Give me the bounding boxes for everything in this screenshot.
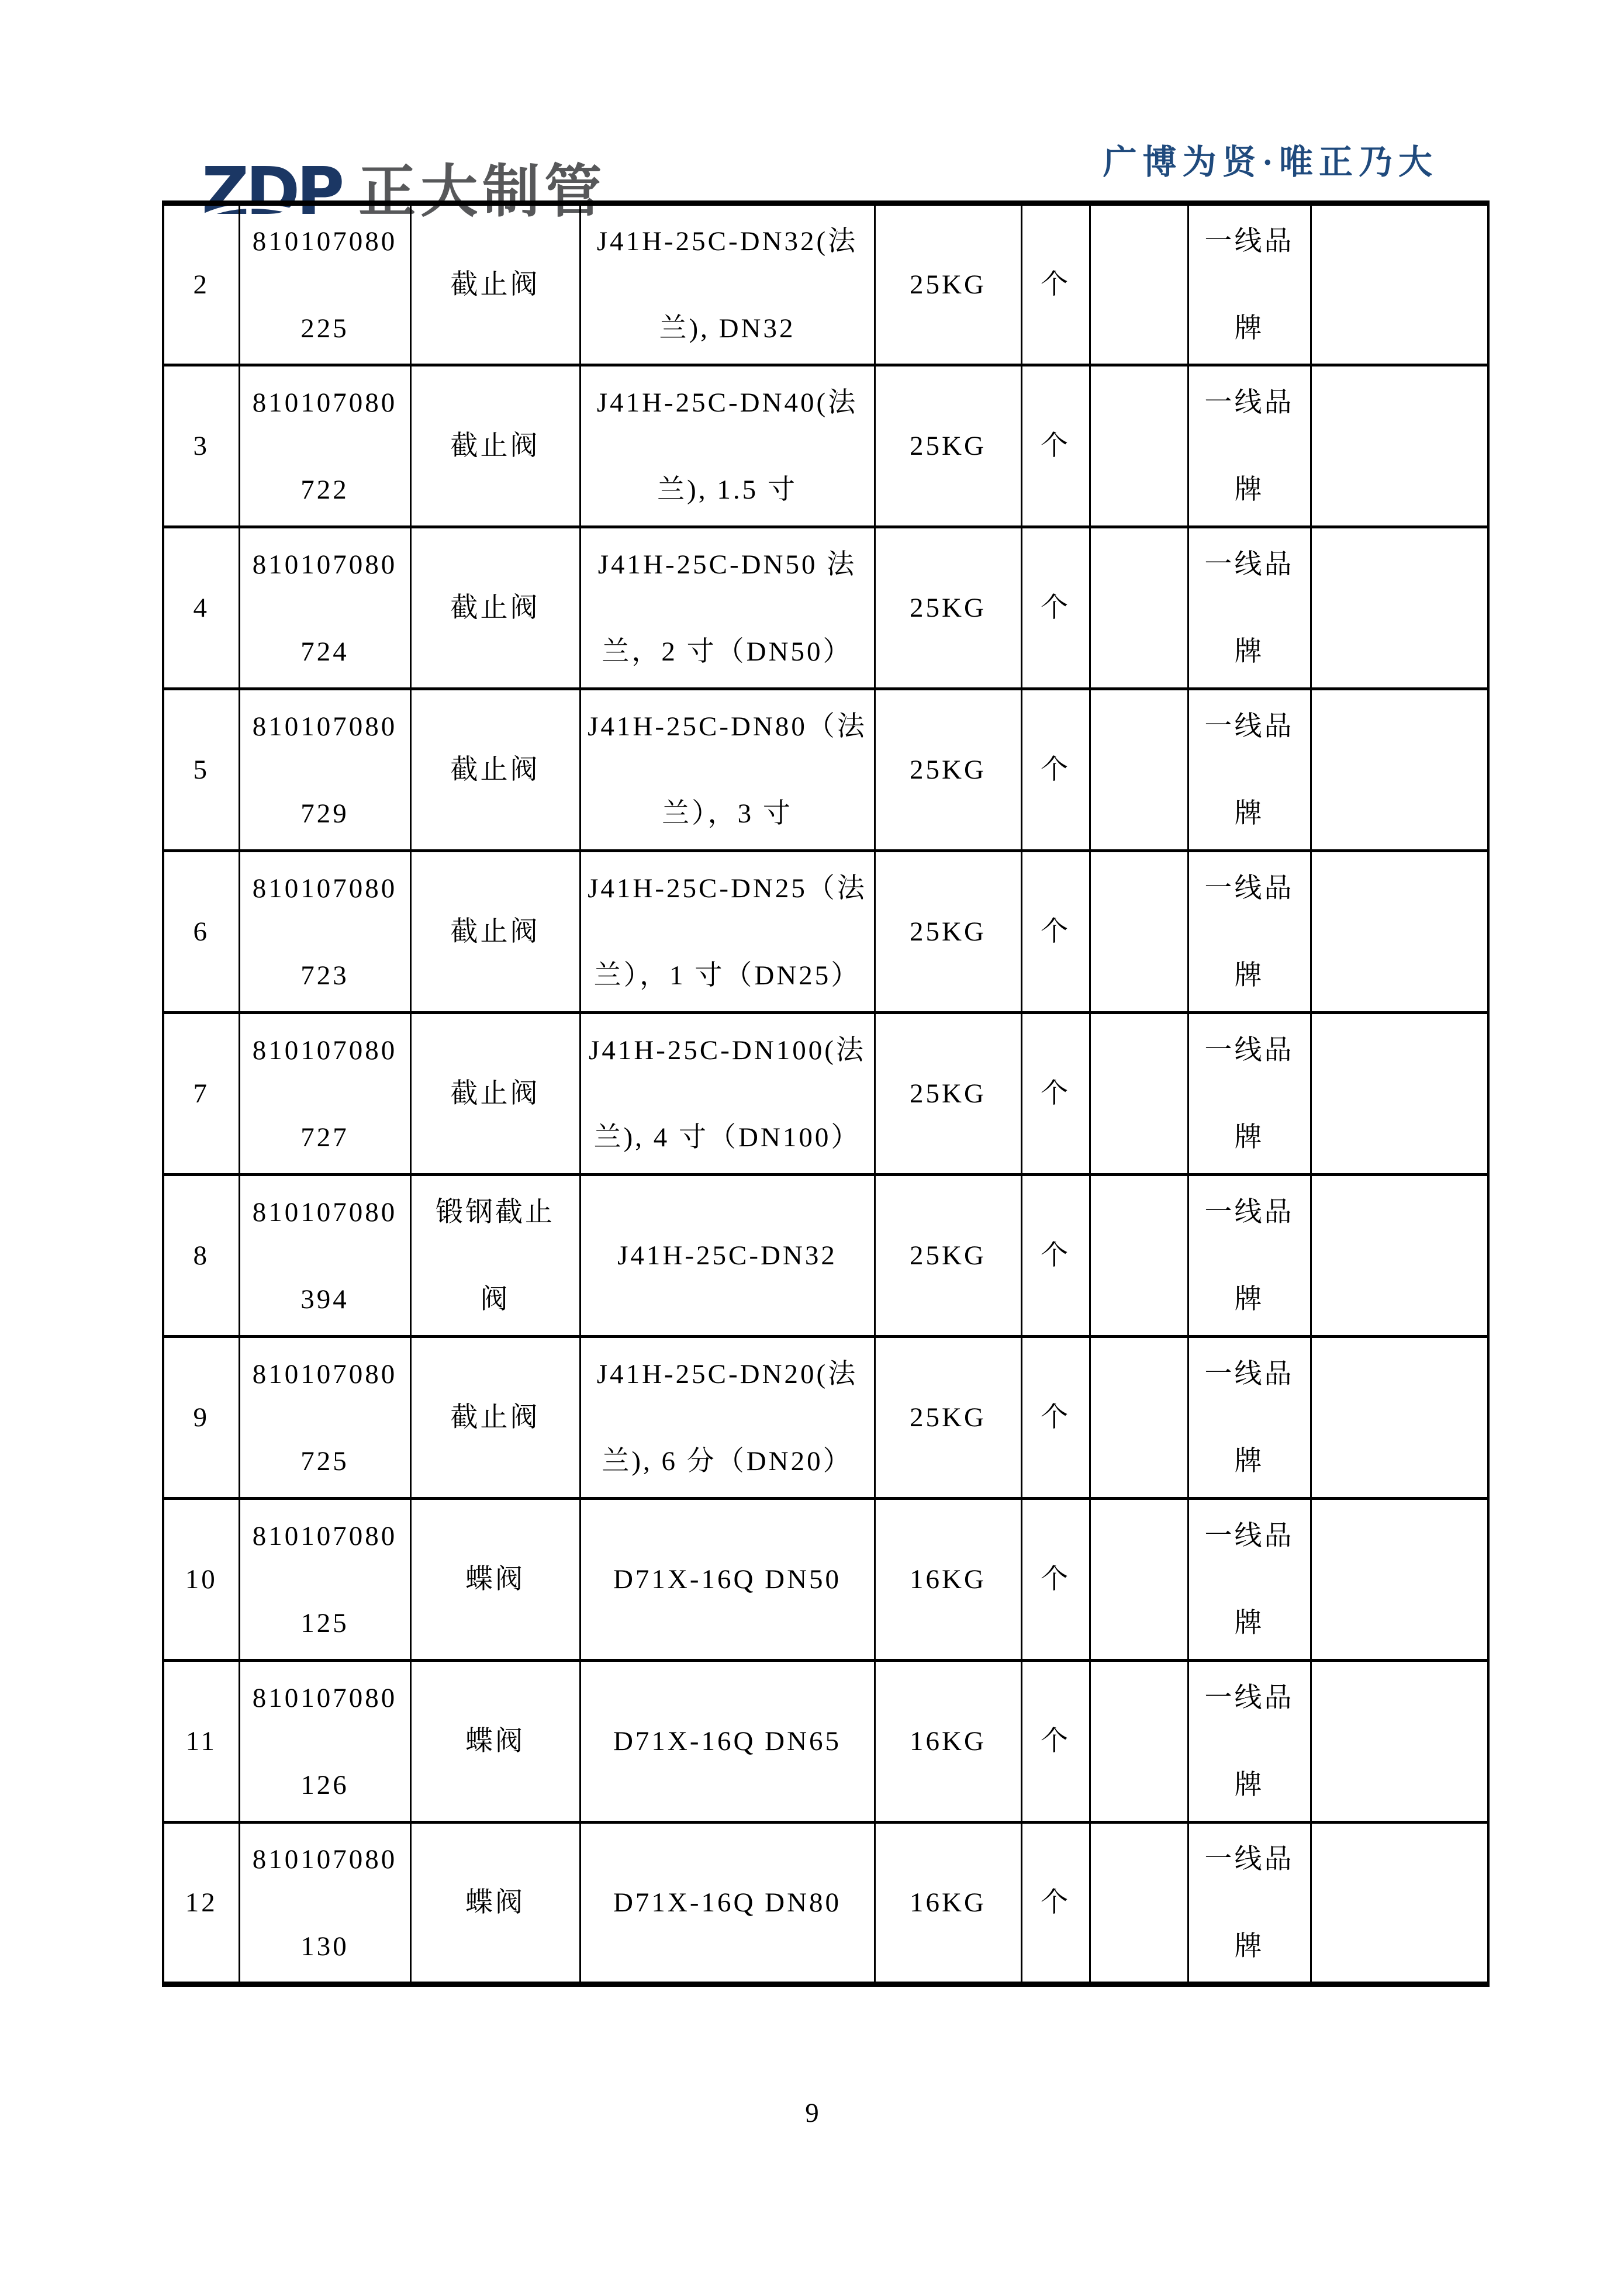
- cell-brand: [1188, 851, 1311, 1013]
- cell-line: J41H-25C-DN32(法: [596, 226, 858, 257]
- cell-line: J41H-25C-DN20(法: [596, 1358, 858, 1389]
- cell-empty-1: [1090, 1337, 1188, 1499]
- cell-spec: [580, 365, 875, 527]
- cell-line: 724: [300, 636, 349, 667]
- cell-material-code: [239, 851, 410, 1013]
- cell-spec: [580, 1013, 875, 1175]
- cell-line: 810107080: [252, 873, 398, 904]
- cell-line: 16KG: [910, 1887, 986, 1918]
- cell-line: 810107080: [252, 387, 398, 418]
- cell-line: 个: [1041, 917, 1070, 947]
- cell-product-name: [410, 1175, 580, 1337]
- cell-brand: [1188, 1661, 1311, 1823]
- cell-empty-2: [1311, 851, 1488, 1013]
- cell-empty-1: [1090, 1499, 1188, 1661]
- cell-spec: [580, 1175, 875, 1337]
- cell-line: 394: [300, 1284, 349, 1315]
- table-row: [163, 527, 1488, 689]
- cell-line: 810107080: [252, 1035, 398, 1066]
- cell-unit: [1021, 1013, 1090, 1175]
- cell-empty-2: [1311, 1175, 1488, 1337]
- table-row: [163, 1013, 1488, 1175]
- cell-pressure: [875, 527, 1021, 689]
- cell-line: 个: [1041, 1240, 1070, 1271]
- cell-brand: [1188, 1337, 1311, 1499]
- cell-line: D71X-16Q DN65: [613, 1726, 842, 1756]
- cell-line: 牌: [1234, 313, 1264, 344]
- cell-line: 兰), 1.5 寸: [657, 474, 797, 505]
- cell-line: 810107080: [252, 226, 398, 257]
- cell-spec: [580, 203, 875, 365]
- cell-line: J41H-25C-DN50 法: [597, 549, 857, 580]
- cell-unit: [1021, 1823, 1090, 1984]
- cell-line: J41H-25C-DN80（法: [588, 711, 867, 742]
- cell-pressure: [875, 1175, 1021, 1337]
- cell-material-code: [239, 1499, 410, 1661]
- table-row: [163, 851, 1488, 1013]
- cell-line: 一线品: [1204, 1035, 1294, 1066]
- cell-line: 一线品: [1204, 1844, 1294, 1875]
- cell-product-name: [410, 203, 580, 365]
- cell-material-code: [239, 1661, 410, 1823]
- cell-line: 8: [193, 1240, 209, 1271]
- table-row: [163, 1661, 1488, 1823]
- cell-line: 个: [1041, 1402, 1070, 1433]
- cell-index: [163, 689, 239, 851]
- cell-line: 2: [193, 269, 209, 300]
- cell-line: 一线品: [1204, 711, 1294, 742]
- cell-line: 截止阀: [450, 1402, 540, 1433]
- cell-line: 兰，2 寸（DN50）: [602, 636, 853, 667]
- cell-line: 截止阀: [450, 269, 540, 300]
- table-row: [163, 1823, 1488, 1984]
- cell-unit: [1021, 203, 1090, 365]
- cell-index: [163, 1175, 239, 1337]
- cell-line: 牌: [1234, 960, 1264, 991]
- cell-empty-2: [1311, 527, 1488, 689]
- cell-index: [163, 1823, 239, 1984]
- cell-pressure: [875, 365, 1021, 527]
- cell-material-code: [239, 1823, 410, 1984]
- table-row: [163, 365, 1488, 527]
- cell-product-name: [410, 1013, 580, 1175]
- cell-empty-2: [1311, 365, 1488, 527]
- cell-product-name: [410, 1823, 580, 1984]
- table-row: [163, 689, 1488, 851]
- cell-line: 蝶阀: [465, 1726, 525, 1756]
- cell-line: 截止阀: [450, 755, 540, 785]
- cell-unit: [1021, 1499, 1090, 1661]
- cell-line: 225: [300, 313, 349, 344]
- cell-empty-2: [1311, 1499, 1488, 1661]
- cell-line: 个: [1041, 1887, 1070, 1918]
- cell-line: 810107080: [252, 1682, 398, 1713]
- cell-pressure: [875, 851, 1021, 1013]
- cell-line: 810107080: [252, 1358, 398, 1389]
- cell-line: 一线品: [1204, 1520, 1294, 1551]
- table-row: [163, 203, 1488, 365]
- cell-brand: [1188, 1175, 1311, 1337]
- table-row: [163, 1499, 1488, 1661]
- cell-empty-1: [1090, 365, 1188, 527]
- cell-empty-2: [1311, 1661, 1488, 1823]
- cell-line: 一线品: [1204, 549, 1294, 580]
- cell-index: [163, 527, 239, 689]
- cell-spec: [580, 689, 875, 851]
- cell-line: D71X-16Q DN80: [613, 1887, 842, 1918]
- cell-line: 125: [300, 1607, 349, 1638]
- cell-line: 9: [193, 1402, 209, 1433]
- cell-material-code: [239, 689, 410, 851]
- cell-index: [163, 851, 239, 1013]
- cell-line: 10: [185, 1564, 217, 1595]
- cell-empty-1: [1090, 689, 1188, 851]
- cell-line: 7: [193, 1078, 209, 1109]
- materials-table: [162, 200, 1490, 1987]
- cell-line: 一线品: [1204, 1358, 1294, 1389]
- cell-line: 25KG: [910, 1402, 986, 1433]
- cell-line: 810107080: [252, 1520, 398, 1551]
- cell-line: 725: [300, 1446, 349, 1477]
- company-name-text: 正大制管: [358, 158, 607, 225]
- cell-line: 兰），3 寸: [662, 798, 793, 829]
- cell-material-code: [239, 203, 410, 365]
- cell-pressure: [875, 689, 1021, 851]
- cell-line: 个: [1041, 755, 1070, 785]
- cell-line: 牌: [1234, 1607, 1264, 1638]
- cell-line: D71X-16Q DN50: [613, 1564, 842, 1595]
- cell-line: 727: [300, 1122, 349, 1153]
- cell-material-code: [239, 365, 410, 527]
- cell-brand: [1188, 689, 1311, 851]
- cell-line: 一线品: [1204, 226, 1294, 257]
- cell-pressure: [875, 1499, 1021, 1661]
- cell-unit: [1021, 1337, 1090, 1499]
- cell-line: 722: [300, 474, 349, 505]
- cell-material-code: [239, 1175, 410, 1337]
- cell-line: 牌: [1234, 474, 1264, 505]
- cell-line: 截止阀: [450, 917, 540, 947]
- cell-line: 牌: [1234, 1446, 1264, 1477]
- cell-line: 锻钢截止: [436, 1197, 555, 1227]
- cell-line: 810107080: [252, 1844, 398, 1875]
- cell-line: 810107080: [252, 711, 398, 742]
- cell-empty-2: [1311, 1013, 1488, 1175]
- cell-unit: [1021, 851, 1090, 1013]
- cell-empty-1: [1090, 527, 1188, 689]
- cell-product-name: [410, 365, 580, 527]
- cell-line: 25KG: [910, 917, 986, 947]
- cell-line: 截止阀: [450, 1078, 540, 1109]
- cell-line: J41H-25C-DN100(法: [589, 1035, 866, 1066]
- page-number: 9: [805, 2098, 819, 2128]
- cell-spec: [580, 1499, 875, 1661]
- cell-spec: [580, 851, 875, 1013]
- cell-material-code: [239, 527, 410, 689]
- cell-product-name: [410, 1499, 580, 1661]
- cell-product-name: [410, 527, 580, 689]
- cell-unit: [1021, 1175, 1090, 1337]
- cell-line: 截止阀: [450, 593, 540, 623]
- cell-line: 5: [193, 755, 209, 785]
- cell-pressure: [875, 1013, 1021, 1175]
- cell-line: 一线品: [1204, 387, 1294, 418]
- zdp-logo-text: ZDP: [202, 154, 341, 230]
- cell-line: 130: [300, 1931, 349, 1962]
- table-row: [163, 1337, 1488, 1499]
- cell-line: 16KG: [910, 1726, 986, 1756]
- cell-index: [163, 203, 239, 365]
- cell-index: [163, 1499, 239, 1661]
- cell-line: 一线品: [1204, 1197, 1294, 1227]
- cell-line: 810107080: [252, 549, 398, 580]
- cell-unit: [1021, 689, 1090, 851]
- cell-spec: [580, 1823, 875, 1984]
- cell-line: 25KG: [910, 755, 986, 785]
- cell-line: 个: [1041, 593, 1070, 623]
- cell-line: 25KG: [910, 1240, 986, 1271]
- cell-spec: [580, 1661, 875, 1823]
- cell-line: 阀: [480, 1284, 510, 1315]
- cell-line: 25KG: [910, 431, 986, 461]
- cell-line: 牌: [1234, 636, 1264, 667]
- cell-line: 个: [1041, 1078, 1070, 1109]
- cell-brand: [1188, 203, 1311, 365]
- cell-empty-2: [1311, 1823, 1488, 1984]
- cell-line: 723: [300, 960, 349, 991]
- cell-empty-2: [1311, 1337, 1488, 1499]
- cell-index: [163, 1013, 239, 1175]
- cell-brand: [1188, 1499, 1311, 1661]
- cell-line: 126: [300, 1769, 349, 1800]
- cell-pressure: [875, 1337, 1021, 1499]
- cell-pressure: [875, 1823, 1021, 1984]
- cell-line: 729: [300, 798, 349, 829]
- cell-spec: [580, 1337, 875, 1499]
- cell-empty-1: [1090, 1823, 1188, 1984]
- cell-brand: [1188, 365, 1311, 527]
- cell-line: J41H-25C-DN25（法: [588, 873, 867, 904]
- cell-line: 12: [185, 1887, 217, 1918]
- cell-line: J41H-25C-DN40(法: [596, 387, 858, 418]
- cell-line: 个: [1041, 431, 1070, 461]
- cell-brand: [1188, 1823, 1311, 1984]
- cell-line: 3: [193, 431, 209, 461]
- cell-line: 截止阀: [450, 431, 540, 461]
- cell-line: 25KG: [910, 1078, 986, 1109]
- cell-line: 个: [1041, 269, 1070, 300]
- cell-product-name: [410, 851, 580, 1013]
- cell-empty-2: [1311, 689, 1488, 851]
- cell-material-code: [239, 1337, 410, 1499]
- cell-unit: [1021, 527, 1090, 689]
- cell-line: 个: [1041, 1564, 1070, 1595]
- cell-line: 蝶阀: [465, 1564, 525, 1595]
- cell-line: 兰），1 寸（DN25）: [593, 960, 861, 991]
- cell-line: 牌: [1234, 1284, 1264, 1315]
- cell-product-name: [410, 1337, 580, 1499]
- cell-line: 牌: [1234, 1931, 1264, 1962]
- cell-line: 兰), DN32: [659, 313, 796, 344]
- cell-empty-1: [1090, 203, 1188, 365]
- cell-index: [163, 1337, 239, 1499]
- company-slogan: 广博为贤·唯正乃大: [1103, 143, 1438, 181]
- cell-index: [163, 1661, 239, 1823]
- cell-empty-1: [1090, 851, 1188, 1013]
- cell-spec: [580, 527, 875, 689]
- cell-empty-2: [1311, 203, 1488, 365]
- cell-line: 一线品: [1204, 873, 1294, 904]
- cell-brand: [1188, 1013, 1311, 1175]
- cell-unit: [1021, 1661, 1090, 1823]
- cell-line: 蝶阀: [465, 1887, 525, 1918]
- cell-line: 810107080: [252, 1197, 398, 1227]
- cell-product-name: [410, 1661, 580, 1823]
- cell-empty-1: [1090, 1661, 1188, 1823]
- cell-line: 6: [193, 917, 209, 947]
- cell-brand: [1188, 527, 1311, 689]
- cell-empty-1: [1090, 1013, 1188, 1175]
- cell-pressure: [875, 1661, 1021, 1823]
- table-row: [163, 1175, 1488, 1337]
- cell-line: 牌: [1234, 1122, 1264, 1153]
- cell-line: 25KG: [910, 269, 986, 300]
- cell-line: 个: [1041, 1726, 1070, 1756]
- cell-pressure: [875, 203, 1021, 365]
- cell-line: 兰), 6 分（DN20）: [602, 1446, 853, 1477]
- cell-line: 11: [185, 1726, 217, 1756]
- cell-line: 4: [193, 593, 209, 623]
- cell-line: 16KG: [910, 1564, 986, 1595]
- cell-line: 一线品: [1204, 1682, 1294, 1713]
- cell-material-code: [239, 1013, 410, 1175]
- cell-index: [163, 365, 239, 527]
- cell-product-name: [410, 689, 580, 851]
- cell-line: J41H-25C-DN32: [617, 1240, 837, 1271]
- cell-empty-1: [1090, 1175, 1188, 1337]
- cell-line: 牌: [1234, 1769, 1264, 1800]
- cell-line: 牌: [1234, 798, 1264, 829]
- cell-line: 25KG: [910, 593, 986, 623]
- cell-unit: [1021, 365, 1090, 527]
- cell-line: 兰), 4 寸（DN100）: [593, 1122, 861, 1153]
